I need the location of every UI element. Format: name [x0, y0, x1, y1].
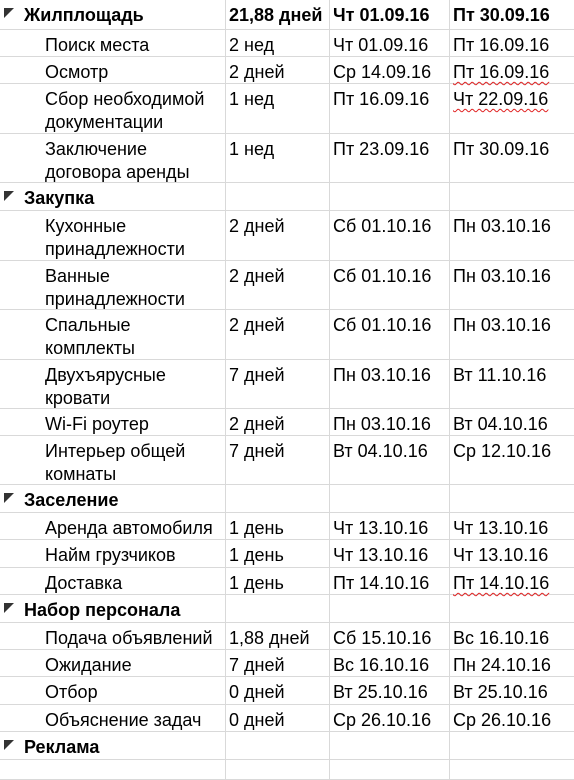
finish-date-cell[interactable]: [450, 513, 574, 539]
finish-date-cell[interactable]: [450, 84, 574, 133]
finish-date-cell[interactable]: [450, 360, 574, 408]
finish-date-cell[interactable]: [450, 57, 574, 83]
task-name-cell[interactable]: [0, 211, 226, 260]
finish-date-cell[interactable]: [450, 568, 574, 594]
task-name: Кухонные принадлежности: [45, 216, 185, 259]
duration-cell[interactable]: [226, 409, 330, 435]
finish-date-cell[interactable]: [450, 409, 574, 435]
task-row[interactable]: [0, 57, 574, 84]
start-date-cell[interactable]: [330, 57, 450, 83]
task-name-cell[interactable]: [0, 650, 226, 676]
task-name: Поиск места: [45, 35, 150, 55]
start-date-value: Сб 01.10.16: [333, 216, 432, 236]
task-name: Найм грузчиков: [45, 545, 176, 565]
task-name-cell[interactable]: [0, 409, 226, 435]
task-row[interactable]: [0, 568, 574, 595]
duration-value: 2 дней: [229, 315, 285, 335]
start-date-value: Вт 25.10.16: [333, 682, 428, 702]
start-date-value: Чт 13.10.16: [333, 545, 429, 565]
task-name: Ожидание: [45, 655, 132, 675]
finish-date-value: Пт 30.09.16: [453, 139, 550, 159]
duration-cell[interactable]: [226, 568, 330, 594]
task-row[interactable]: [0, 134, 574, 183]
task-row[interactable]: [0, 84, 574, 134]
duration-cell[interactable]: [226, 595, 330, 622]
start-date-cell[interactable]: [330, 409, 450, 435]
start-date-cell[interactable]: [330, 30, 450, 56]
duration-cell[interactable]: [226, 513, 330, 539]
start-date-value: Пн 03.10.16: [333, 365, 431, 385]
task-name-cell[interactable]: [0, 595, 226, 622]
task-row[interactable]: [0, 436, 574, 485]
collapse-triangle-icon[interactable]: [4, 603, 14, 613]
task-name: Сбор необходимой документации: [45, 89, 205, 132]
task-name-cell[interactable]: [0, 30, 226, 56]
start-date-value: Чт 13.10.16: [333, 518, 429, 538]
duration-value: 1 день: [229, 518, 284, 538]
task-name-cell[interactable]: [0, 677, 226, 704]
task-name: Жилплощадь: [24, 5, 144, 25]
start-date-cell[interactable]: [330, 211, 450, 260]
task-name: Заселение: [24, 490, 119, 510]
start-date-cell[interactable]: [330, 760, 450, 779]
start-date-cell[interactable]: [330, 0, 450, 29]
collapse-triangle-icon[interactable]: [4, 8, 14, 18]
finish-date-cell[interactable]: [450, 0, 574, 29]
task-name: Реклама: [24, 737, 100, 757]
finish-date-cell[interactable]: [450, 540, 574, 567]
task-row[interactable]: [0, 760, 574, 780]
duration-cell[interactable]: [226, 211, 330, 260]
start-date-cell[interactable]: [330, 540, 450, 567]
duration-value: 7 дней: [229, 365, 285, 385]
task-row[interactable]: [0, 360, 574, 409]
task-row[interactable]: [0, 513, 574, 540]
duration-value: 2 дней: [229, 414, 285, 434]
duration-cell[interactable]: [226, 84, 330, 133]
task-name: Wi-Fi роутер: [45, 414, 149, 434]
start-date-value: Ср 14.09.16: [333, 62, 432, 82]
task-name-cell[interactable]: [0, 732, 226, 759]
duration-cell[interactable]: [226, 57, 330, 83]
task-row[interactable]: [0, 261, 574, 310]
start-date-cell[interactable]: [330, 183, 450, 210]
task-name-cell[interactable]: [0, 57, 226, 83]
start-date-value: Пн 03.10.16: [333, 414, 431, 434]
task-name-cell[interactable]: [0, 705, 226, 731]
duration-value: 2 дней: [229, 216, 285, 236]
finish-date-cell[interactable]: [450, 261, 574, 309]
finish-date-cell[interactable]: [450, 211, 574, 260]
task-row[interactable]: [0, 30, 574, 57]
task-name-cell[interactable]: [0, 84, 226, 133]
duration-cell[interactable]: [226, 134, 330, 182]
duration-cell[interactable]: [226, 623, 330, 649]
task-name: Аренда автомобиля: [45, 518, 213, 538]
duration-value: 7 дней: [229, 441, 285, 461]
task-name-cell[interactable]: [0, 623, 226, 649]
duration-value: 21,88 дней: [229, 5, 323, 25]
finish-date-cell[interactable]: [450, 436, 574, 484]
task-name-cell[interactable]: [0, 0, 226, 29]
duration-value: 2 дней: [229, 62, 285, 82]
task-name: Набор персонала: [24, 600, 181, 620]
start-date-value: Сб 15.10.16: [333, 628, 432, 648]
duration-value: 1 нед: [229, 139, 275, 159]
start-date-value: Пт 14.10.16: [333, 573, 430, 593]
start-date-cell[interactable]: [330, 513, 450, 539]
duration-cell[interactable]: [226, 183, 330, 210]
task-name-cell[interactable]: [0, 540, 226, 567]
collapse-triangle-icon[interactable]: [4, 493, 14, 503]
duration-cell[interactable]: [226, 485, 330, 512]
duration-value: 0 дней: [229, 710, 285, 730]
task-name: Отбор: [45, 682, 98, 702]
task-row[interactable]: [0, 623, 574, 650]
task-name: Интерьер общей комнаты: [45, 441, 186, 484]
start-date-value: Сб 01.10.16: [333, 266, 432, 286]
start-date-value: Сб 01.10.16: [333, 315, 432, 335]
finish-date-cell[interactable]: [450, 183, 574, 210]
finish-date-value: Пт 14.10.16: [453, 573, 550, 593]
task-name-cell[interactable]: [0, 485, 226, 512]
finish-date-cell[interactable]: [450, 677, 574, 704]
duration-cell[interactable]: [226, 261, 330, 309]
task-name: Двухъярусные кровати: [45, 365, 166, 408]
task-name-cell[interactable]: [0, 183, 226, 210]
start-date-cell[interactable]: [330, 568, 450, 594]
task-name: Осмотр: [45, 62, 109, 82]
task-name-cell[interactable]: [0, 568, 226, 594]
summary-task-row[interactable]: [0, 732, 574, 760]
start-date-value: Ср 26.10.16: [333, 710, 432, 730]
start-date-cell[interactable]: [330, 705, 450, 731]
finish-date-value: Пт 16.09.16: [453, 35, 550, 55]
start-date-cell[interactable]: [330, 623, 450, 649]
start-date-cell[interactable]: [330, 485, 450, 512]
finish-date-cell[interactable]: [450, 30, 574, 56]
finish-date-cell[interactable]: [450, 760, 574, 779]
start-date-value: Пт 16.09.16: [333, 89, 430, 109]
duration-cell[interactable]: [226, 732, 330, 759]
summary-task-row[interactable]: [0, 0, 574, 30]
task-name-cell[interactable]: [0, 436, 226, 484]
finish-date-cell[interactable]: [450, 485, 574, 512]
task-row[interactable]: [0, 211, 574, 261]
collapse-triangle-icon[interactable]: [4, 740, 14, 750]
finish-date-value: Чт 13.10.16: [453, 545, 549, 565]
finish-date-value: Чт 13.10.16: [453, 518, 549, 538]
task-row[interactable]: [0, 677, 574, 705]
finish-date-cell[interactable]: [450, 732, 574, 759]
start-date-cell[interactable]: [330, 310, 450, 359]
start-date-value: Пт 23.09.16: [333, 139, 430, 159]
summary-task-row[interactable]: [0, 183, 574, 211]
finish-date-value: Чт 22.09.16: [453, 89, 549, 109]
summary-task-row[interactable]: [0, 595, 574, 623]
finish-date-cell[interactable]: [450, 705, 574, 731]
start-date-cell[interactable]: [330, 595, 450, 622]
start-date-cell[interactable]: [330, 436, 450, 484]
duration-cell[interactable]: [226, 677, 330, 704]
task-row[interactable]: [0, 650, 574, 677]
finish-date-cell[interactable]: [450, 310, 574, 359]
start-date-value: Чт 01.09.16: [333, 5, 430, 25]
task-name-cell[interactable]: [0, 360, 226, 408]
task-row[interactable]: [0, 705, 574, 732]
finish-date-value: Вт 25.10.16: [453, 682, 548, 702]
finish-date-cell[interactable]: [450, 650, 574, 676]
finish-date-value: Пт 30.09.16: [453, 5, 550, 25]
start-date-cell[interactable]: [330, 677, 450, 704]
finish-date-value: Пн 24.10.16: [453, 655, 551, 675]
task-row[interactable]: [0, 409, 574, 436]
duration-cell[interactable]: [226, 0, 330, 29]
task-name: Объяснение задач: [45, 710, 202, 730]
summary-task-row[interactable]: [0, 485, 574, 513]
task-name-cell[interactable]: [0, 134, 226, 182]
duration-value: 2 нед: [229, 35, 275, 55]
finish-date-value: Пт 16.09.16: [453, 62, 550, 82]
finish-date-value: Вс 16.10.16: [453, 628, 550, 648]
start-date-value: Чт 01.09.16: [333, 35, 429, 55]
task-row[interactable]: [0, 540, 574, 568]
finish-date-cell[interactable]: [450, 134, 574, 182]
task-name-cell[interactable]: [0, 261, 226, 309]
start-date-cell[interactable]: [330, 84, 450, 133]
duration-value: 1,88 дней: [229, 628, 310, 648]
duration-value: 1 день: [229, 573, 284, 593]
finish-date-value: Ср 26.10.16: [453, 710, 552, 730]
finish-date-value: Пн 03.10.16: [453, 266, 551, 286]
finish-date-cell[interactable]: [450, 623, 574, 649]
task-name: Доставка: [45, 573, 123, 593]
start-date-cell[interactable]: [330, 650, 450, 676]
duration-value: 0 дней: [229, 682, 285, 702]
start-date-value: Вс 16.10.16: [333, 655, 430, 675]
duration-cell[interactable]: [226, 650, 330, 676]
duration-value: 2 дней: [229, 266, 285, 286]
start-date-cell[interactable]: [330, 360, 450, 408]
start-date-cell[interactable]: [330, 261, 450, 309]
duration-cell[interactable]: [226, 760, 330, 779]
task-name-cell[interactable]: [0, 513, 226, 539]
duration-cell[interactable]: [226, 360, 330, 408]
task-name-cell[interactable]: [0, 310, 226, 359]
finish-date-value: Вт 11.10.16: [453, 365, 547, 385]
finish-date-value: Ср 12.10.16: [453, 441, 552, 461]
task-name-cell[interactable]: [0, 760, 226, 779]
duration-cell[interactable]: [226, 540, 330, 567]
collapse-triangle-icon[interactable]: [4, 191, 14, 201]
task-name: Ванные принадлежности: [45, 266, 185, 309]
finish-date-cell[interactable]: [450, 595, 574, 622]
start-date-cell[interactable]: [330, 134, 450, 182]
finish-date-value: Пн 03.10.16: [453, 216, 551, 236]
task-name: Заключение договора аренды: [45, 139, 190, 182]
duration-cell[interactable]: [226, 436, 330, 484]
task-name: Подача объявлений: [45, 628, 213, 648]
duration-value: 1 нед: [229, 89, 275, 109]
duration-cell[interactable]: [226, 30, 330, 56]
finish-date-value: Пн 03.10.16: [453, 315, 551, 335]
start-date-cell[interactable]: [330, 732, 450, 759]
task-name: Закупка: [24, 188, 95, 208]
start-date-value: Вт 04.10.16: [333, 441, 428, 461]
duration-cell[interactable]: [226, 310, 330, 359]
duration-value: 1 день: [229, 545, 284, 565]
task-row[interactable]: [0, 310, 574, 360]
task-name: Спальные комплекты: [45, 315, 135, 358]
duration-value: 7 дней: [229, 655, 285, 675]
finish-date-value: Вт 04.10.16: [453, 414, 548, 434]
duration-cell[interactable]: [226, 705, 330, 731]
